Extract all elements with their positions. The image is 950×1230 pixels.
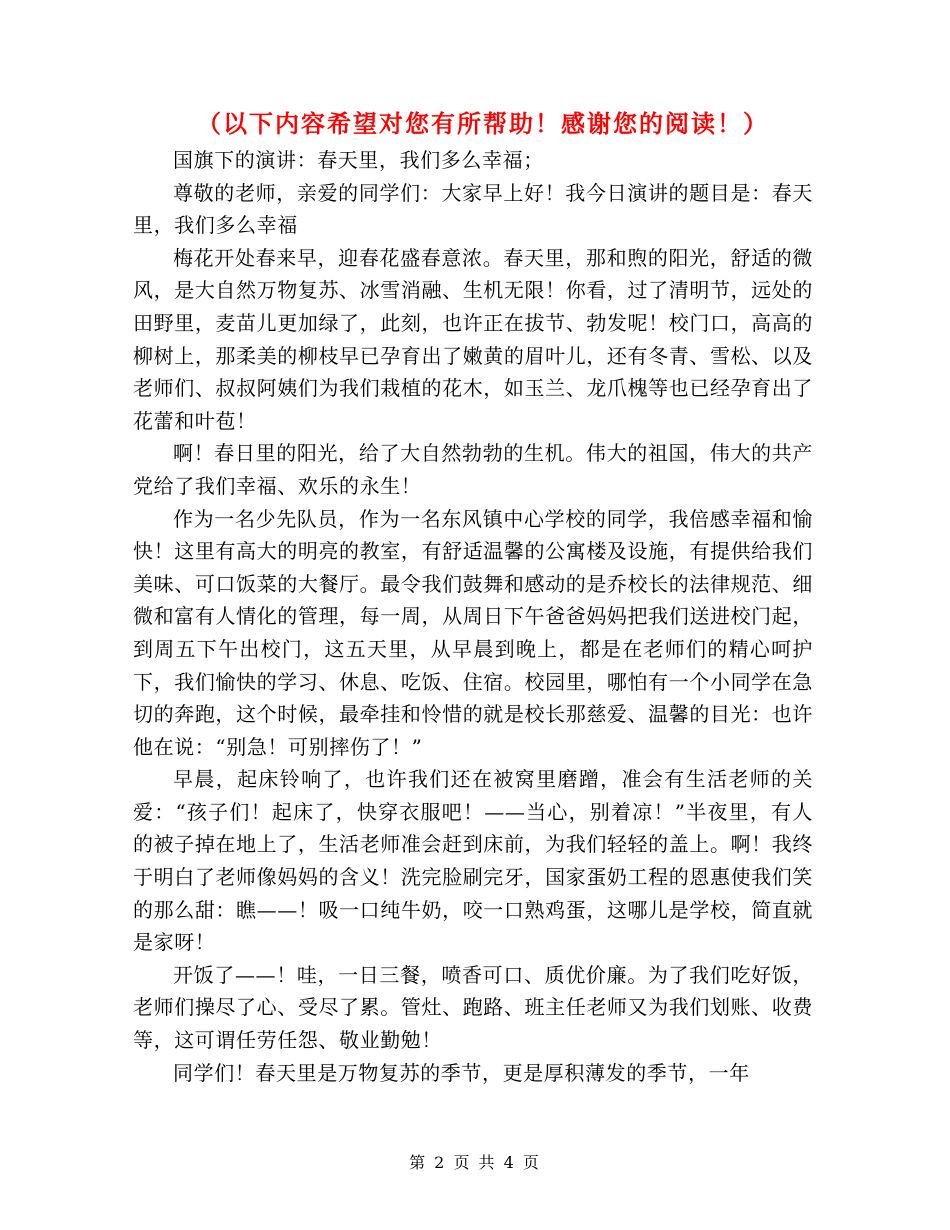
greeting-paragraph: 尊敬的老师，亲爱的同学们：大家早上好！我今日演讲的题目是：春天里，我们多么幸福	[133, 180, 813, 238]
meal-paragraph: 开饭了——！哇，一日三餐，喷香可口、质优价廉。为了我们吃好饭，老师们操尽了心、受尽了累。管灶、跑路、班主任老师又为我们划账、收费等，这可谓任劳任怨、敬业勤勉！	[133, 962, 813, 1053]
sunshine-paragraph: 啊！春日里的阳光，给了大自然勃勃的生机。伟大的祖国，伟大的共产党给了我们幸福、欢乐的永生！	[133, 441, 813, 498]
closing-paragraph: 同学们！春天里是万物复苏的季节，更是厚积薄发的季节，一年	[173, 1060, 750, 1085]
header-banner: （以下内容希望对您有所帮助！感谢您的阅读！）	[197, 109, 769, 138]
page-number: 第 2 页 共 4 页	[409, 1153, 541, 1172]
school-life-paragraph: 作为一名少先队员，作为一名东风镇中心学校的同学，我倍感幸福和愉快！这里有高大的明亮的教室，有舒适温馨的公寓楼及设施，有提供给我们美味、可口饭菜的大餐厅。最令我们鼓舞和感动的是乔校长的法律规范、细微和富有人情化的管理，每一周，从周日下午爸爸妈妈把我们送进校门起，到周五下午出校门，这五天里，从早晨到晚上，都是在老师们的精心呵护下，我们愉快的学习、休息、吃饭、住宿。校园里，哪怕有一个小同学在急切的奔跑，这个时候，最牵挂和怜惜的就是校长那慈爱、温馨的目光：也许他在说：“别急！可别摔伤了！”	[133, 506, 813, 759]
speech-title-line: 国旗下的演讲：春天里，我们多么幸福；	[173, 148, 544, 172]
spring-scenery-paragraph: 梅花开处春来早，迎春花盛春意浓。春天里，那和煦的阳光，舒适的微风，是大自然万物复苏、冰雪消融、生机无限！你看，过了清明节，远处的田野里，麦苗儿更加绿了，此刻，也许正在拔节、勃发呢！校门口，高高的柳树上，那柔美的柳枝早已孕育出了嫩黄的眉叶儿，还有冬青、雪松、以及老师们、叔叔阿姨们为我们栽植的花木，如玉兰、龙爪槐等也已经孕育出了花蕾和叶苞！	[133, 245, 813, 433]
morning-paragraph: 早晨，起床铃响了，也许我们还在被窝里磨蹭，准会有生活老师的关爱：“孩子们！起床了，快穿衣服吧！——当心，别着凉！”半夜里，有人的被子掉在地上了，生活老师准会赶到床前，为我们轻轻的盖上。啊！我终于明白了老师像妈妈的含义！洗完脸刷完牙，国家蛋奶工程的恩惠使我们笑的那么甜：瞧——！吸一口纯牛奶，咬一口熟鸡蛋，这哪儿是学校，简直就是家呀！	[133, 767, 813, 955]
speech-body	[133, 144, 813, 1089]
